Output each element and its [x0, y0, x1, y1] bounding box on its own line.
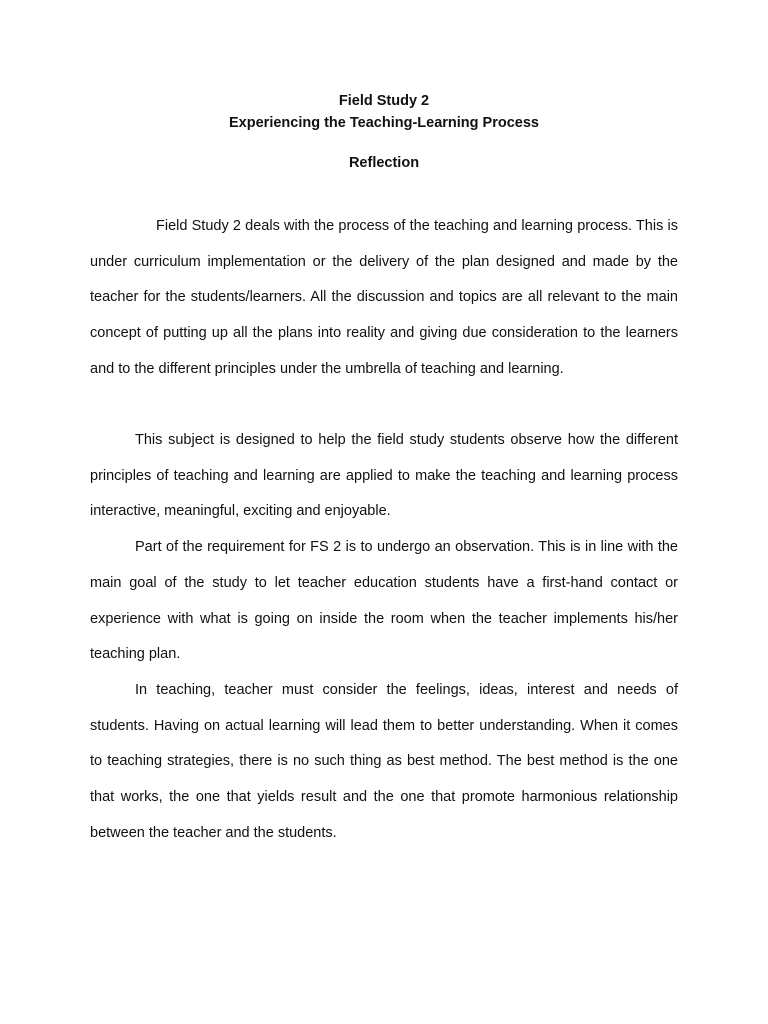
paragraph-3: Part of the requirement for FS 2 is to undergo an observation. This is in line with the main goal of the study to let teacher education students have a first-hand contact or experience with what is going on inside the room when the teacher implements his/her teaching plan.	[90, 539, 678, 663]
section-heading-block	[0, 152, 768, 174]
section-heading: Reflection	[348, 155, 420, 171]
paragraph-4: In teaching, teacher must consider the feelings, ideas, interest and needs of students. Having on actual learning will lead them to better understanding. When it comes to teaching strategies, there is no such thing as best method. The best method is the one that works, the one that yields result and the one that promote harmonious relationship between the teacher and the students.	[90, 681, 678, 841]
paragraph-2: This subject is designed to help the field study students observe how the different principles of teaching and learning are applied to make the teaching and learning process interactive, meaningful, exciting and enjoyable.	[90, 432, 678, 520]
title-block	[0, 90, 768, 134]
paragraph-1: Field Study 2 deals with the process of the teaching and learning process. This is under curriculum implementation or the delivery of the plan designed and made by the teacher for the students/learners. All the discussion and topics are all relevant to the main concept of putting up all the plans into reality and giving due consideration to the learners and to the different principles under the umbrella of teaching and learning.	[90, 218, 678, 377]
body-section-2	[90, 423, 678, 851]
body-section-1	[90, 209, 678, 388]
document-title: Field Study 2	[338, 93, 430, 109]
document-subtitle: Experiencing the Teaching-Learning Process	[229, 115, 539, 131]
